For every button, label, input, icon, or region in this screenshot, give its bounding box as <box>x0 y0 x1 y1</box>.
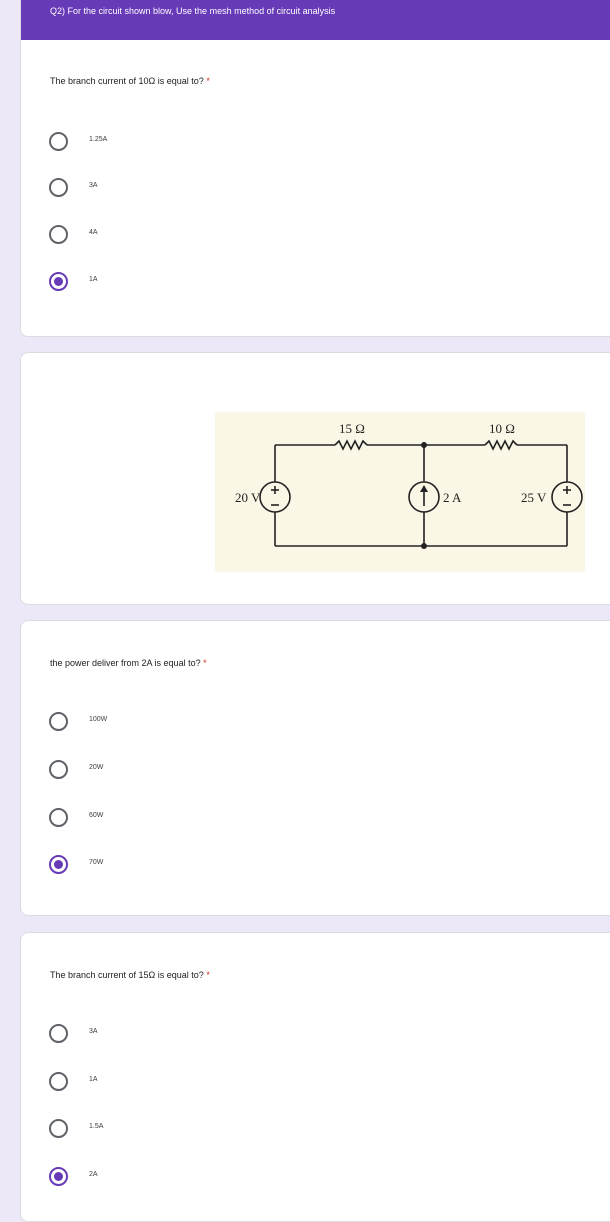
option-label: 3A <box>89 1028 98 1035</box>
option-label: 20W <box>89 764 104 771</box>
option-label: 60W <box>89 812 104 819</box>
option-label: 100W <box>89 716 108 723</box>
question-2-title <box>50 658 207 668</box>
radio-button[interactable] <box>49 760 68 779</box>
radio-button[interactable] <box>49 225 68 244</box>
question-1-text: The branch current of 10Ω is equal to? <box>50 76 204 86</box>
current-2a-label: 2 A <box>443 490 462 505</box>
radio-button[interactable] <box>49 1072 68 1091</box>
question-3-card <box>20 932 610 1222</box>
question-2-text: the power deliver from 2A is equal to? <box>50 658 201 668</box>
form-header-card <box>20 0 610 337</box>
option-label: 3A <box>89 182 98 189</box>
question-3-text: The branch current of 15Ω is equal to? <box>50 970 204 980</box>
resistor-15-label: 15 Ω <box>339 421 365 436</box>
option-label: 4A <box>89 229 98 236</box>
required-asterisk: * <box>206 970 210 980</box>
question-2-card <box>20 620 610 916</box>
form-title: Q2) For the circuit shown blow, Use the mesh method of circuit analysis <box>50 6 336 16</box>
radio-button[interactable] <box>49 1024 68 1043</box>
radio-button-selected[interactable] <box>49 1167 68 1186</box>
radio-button-selected[interactable] <box>49 272 68 291</box>
question-3-title <box>50 970 210 980</box>
option-label: 1A <box>89 276 98 283</box>
option-label: 1A <box>89 1076 98 1083</box>
circuit-diagram <box>215 412 585 572</box>
radio-button[interactable] <box>49 808 68 827</box>
form-header-bar <box>21 0 610 40</box>
option-label: 70W <box>89 859 104 866</box>
radio-button[interactable] <box>49 178 68 197</box>
circuit-image-card <box>20 352 610 605</box>
option-label: 2A <box>89 1171 98 1178</box>
required-asterisk: * <box>206 76 210 86</box>
required-asterisk: * <box>203 658 207 668</box>
circuit-svg <box>215 412 585 572</box>
resistor-10-label: 10 Ω <box>489 421 515 436</box>
voltage-25v-label: 25 V <box>521 490 547 505</box>
option-label: 1.5A <box>89 1123 104 1130</box>
voltage-20v-label: 20 V <box>235 490 261 505</box>
radio-button-selected[interactable] <box>49 855 68 874</box>
radio-button[interactable] <box>49 132 68 151</box>
radio-button[interactable] <box>49 712 68 731</box>
radio-button[interactable] <box>49 1119 68 1138</box>
option-label: 1.25A <box>89 136 108 143</box>
question-1-title <box>50 76 210 86</box>
